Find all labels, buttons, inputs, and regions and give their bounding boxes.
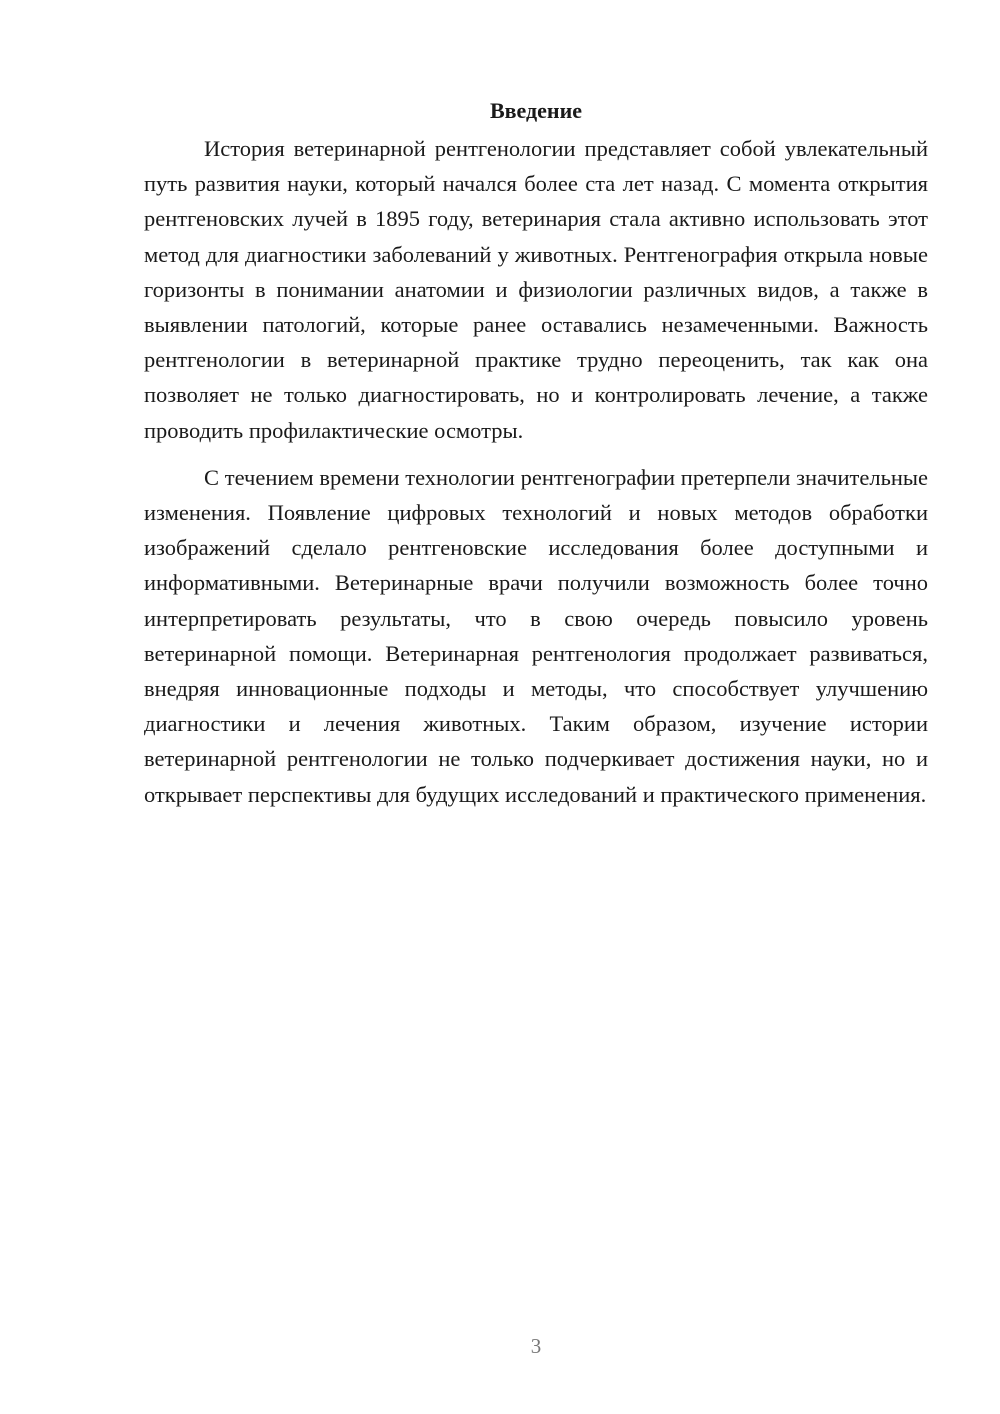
paragraph-2: С течением времени технологии рентгенографии претерпели значительные изменения. Появление цифровых технологий и новых методов обработки изображений сделало рентгеновские исследования более доступными и информативными. Ветеринарные врачи получили возможность более точно интерпретировать результаты, что в свою очередь повысило уровень ветеринарной помощи. Ветеринарная рентгенология продолжает развиваться, внедряя инновационные подходы и методы, что способствует улучшению диагностики и лечения животных. Таким образом, изучение истории ветеринарной рентгенологии не только подчеркивает достижения науки, но и открывает перспективы для будущих исследований и практического применения. bbox=[144, 464, 928, 807]
page-number: 3 bbox=[530, 1334, 542, 1358]
section-heading: Введение bbox=[489, 98, 583, 123]
paragraph-1: История ветеринарной рентгенологии представляет собой увлекательный путь развития науки, который начался более ста лет назад. С момента открытия рентгеновских лучей в 1895 году, ветеринария стала активно использовать этот метод для диагностики заболеваний у животных. Рентгенография открыла новые горизонты в понимании анатомии и физиологии различных видов, а также в выявлении патологий, которые ранее оставались незамеченными. Важность рентгенологии в ветеринарной практике трудно переоценить, так как она позволяет не только диагностировать, но и контролировать лечение, а также проводить профилактические осмотры. bbox=[144, 136, 928, 443]
page-content bbox=[144, 96, 928, 812]
